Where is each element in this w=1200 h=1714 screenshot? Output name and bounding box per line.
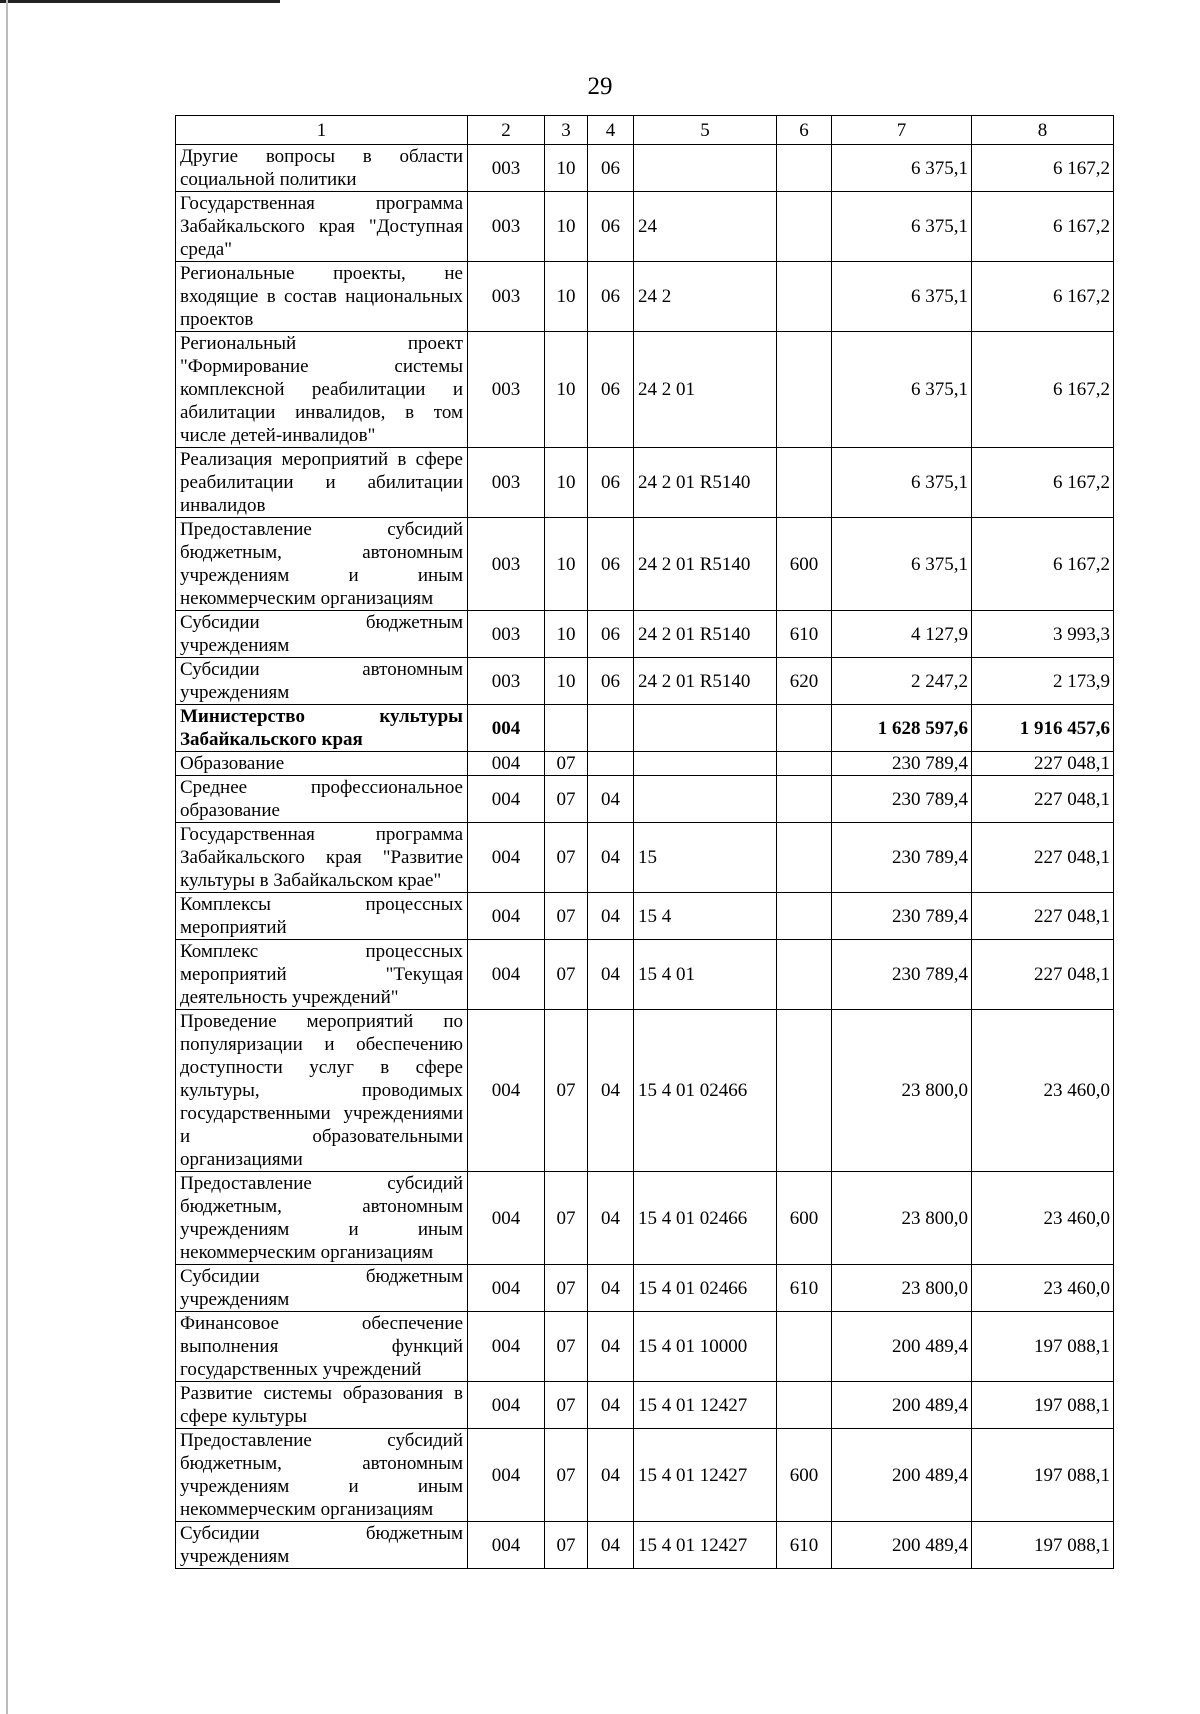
table-row [176, 1010, 1114, 1172]
row-subsection-cell: 06 [588, 448, 634, 518]
row-target-article-cell [634, 145, 777, 192]
row-amount-year2-cell: 23 460,0 [972, 1172, 1114, 1265]
row-expense-type-cell [777, 1312, 832, 1382]
table-row [176, 448, 1114, 518]
header-col-4: 4 [588, 116, 634, 145]
row-subsection-cell: 06 [588, 192, 634, 262]
table-row [176, 192, 1114, 262]
table-row [176, 1265, 1114, 1312]
row-target-article-cell: 15 4 [634, 893, 777, 940]
row-name-cell: Государственная программа Забайкальского края "Доступная среда" [176, 192, 468, 262]
row-section-cell: 10 [545, 332, 588, 448]
row-code-cell: 004 [468, 1010, 545, 1172]
row-name-cell: Субсидии бюджетным учреждениям [176, 1265, 468, 1312]
row-amount-year2-cell: 197 088,1 [972, 1312, 1114, 1382]
row-name-cell: Среднее профессиональное образование [176, 776, 468, 823]
table-row [176, 752, 1114, 776]
row-expense-type-cell: 600 [777, 1172, 832, 1265]
table-header-row [176, 116, 1114, 145]
row-amount-year1-cell: 230 789,4 [832, 940, 972, 1010]
row-code-cell: 003 [468, 518, 545, 611]
row-target-article-cell: 15 4 01 12427 [634, 1382, 777, 1429]
row-target-article-cell: 15 4 01 02466 [634, 1010, 777, 1172]
row-target-article-cell [634, 705, 777, 752]
row-name-cell: Проведение мероприятий по популяризации и обеспечению доступности услуг в сфере культуры, проводимых государственными учреждениями и образовательными организациями [176, 1010, 468, 1172]
row-name-cell: Предоставление субсидий бюджетным, автономным учреждениям и иным некоммерческим организациям [176, 1429, 468, 1522]
row-amount-year2-cell: 6 167,2 [972, 192, 1114, 262]
row-expense-type-cell [777, 776, 832, 823]
row-name-cell: Предоставление субсидий бюджетным, автономным учреждениям и иным некоммерческим организациям [176, 518, 468, 611]
row-section-cell: 10 [545, 518, 588, 611]
row-subsection-cell: 06 [588, 145, 634, 192]
row-name-cell: Государственная программа Забайкальского края "Развитие культуры в Забайкальском крае" [176, 823, 468, 893]
row-name-cell: Комплекс процессных мероприятий "Текущая деятельность учреждений" [176, 940, 468, 1010]
row-expense-type-cell [777, 1010, 832, 1172]
row-target-article-cell [634, 776, 777, 823]
row-amount-year1-cell: 6 375,1 [832, 192, 972, 262]
row-target-article-cell: 24 2 01 R5140 [634, 611, 777, 658]
row-expense-type-cell: 620 [777, 658, 832, 705]
row-amount-year2-cell: 197 088,1 [972, 1429, 1114, 1522]
row-amount-year2-cell: 6 167,2 [972, 448, 1114, 518]
row-expense-type-cell [777, 940, 832, 1010]
row-expense-type-cell [777, 448, 832, 518]
budget-table [175, 115, 1114, 1569]
row-target-article-cell: 15 4 01 12427 [634, 1429, 777, 1522]
row-section-cell: 07 [545, 1172, 588, 1265]
row-amount-year1-cell: 200 489,4 [832, 1312, 972, 1382]
row-amount-year2-cell: 6 167,2 [972, 262, 1114, 332]
row-name-cell: Реализация мероприятий в сфере реабилитации и абилитации инвалидов [176, 448, 468, 518]
row-section-cell: 10 [545, 448, 588, 518]
row-section-cell: 07 [545, 1010, 588, 1172]
row-amount-year1-cell: 1 628 597,6 [832, 705, 972, 752]
table-row [176, 1312, 1114, 1382]
row-code-cell: 003 [468, 145, 545, 192]
row-amount-year1-cell: 230 789,4 [832, 823, 972, 893]
row-target-article-cell: 15 4 01 [634, 940, 777, 1010]
row-section-cell: 07 [545, 893, 588, 940]
row-amount-year2-cell: 227 048,1 [972, 940, 1114, 1010]
row-amount-year1-cell: 6 375,1 [832, 145, 972, 192]
row-expense-type-cell [777, 705, 832, 752]
row-code-cell: 003 [468, 658, 545, 705]
row-subsection-cell: 04 [588, 1265, 634, 1312]
row-name-cell: Министерство культуры Забайкальского края [176, 705, 468, 752]
header-col-5: 5 [634, 116, 777, 145]
table-row [176, 776, 1114, 823]
row-code-cell: 004 [468, 705, 545, 752]
row-subsection-cell: 04 [588, 893, 634, 940]
table-row [176, 145, 1114, 192]
row-code-cell: 004 [468, 1265, 545, 1312]
row-name-cell: Предоставление субсидий бюджетным, автономным учреждениям и иным некоммерческим организациям [176, 1172, 468, 1265]
row-code-cell: 004 [468, 893, 545, 940]
row-target-article-cell: 24 2 01 R5140 [634, 448, 777, 518]
row-target-article-cell: 15 [634, 823, 777, 893]
row-section-cell: 10 [545, 262, 588, 332]
row-subsection-cell: 04 [588, 823, 634, 893]
row-code-cell: 003 [468, 448, 545, 518]
row-subsection-cell: 06 [588, 332, 634, 448]
row-amount-year1-cell: 4 127,9 [832, 611, 972, 658]
row-code-cell: 003 [468, 611, 545, 658]
header-col-7: 7 [832, 116, 972, 145]
table-row [176, 518, 1114, 611]
row-code-cell: 004 [468, 1172, 545, 1265]
row-code-cell: 003 [468, 192, 545, 262]
row-code-cell: 003 [468, 332, 545, 448]
table-body [176, 116, 1114, 1569]
row-section-cell: 10 [545, 611, 588, 658]
row-section-cell: 07 [545, 1522, 588, 1569]
row-amount-year2-cell: 6 167,2 [972, 518, 1114, 611]
row-code-cell: 004 [468, 752, 545, 776]
row-amount-year2-cell: 6 167,2 [972, 145, 1114, 192]
table-row [176, 332, 1114, 448]
row-target-article-cell: 24 2 [634, 262, 777, 332]
row-amount-year1-cell: 230 789,4 [832, 752, 972, 776]
table-row [176, 262, 1114, 332]
row-target-article-cell: 15 4 01 02466 [634, 1265, 777, 1312]
table-row [176, 1429, 1114, 1522]
row-section-cell: 07 [545, 776, 588, 823]
row-amount-year1-cell: 200 489,4 [832, 1429, 972, 1522]
table-row [176, 823, 1114, 893]
row-name-cell: Региональный проект "Формирование системы комплексной реабилитации и абилитации инвалидов, в том числе детей-инвалидов" [176, 332, 468, 448]
row-subsection-cell: 04 [588, 940, 634, 1010]
scan-edge-top [0, 0, 280, 3]
row-amount-year1-cell: 230 789,4 [832, 893, 972, 940]
row-code-cell: 004 [468, 776, 545, 823]
row-subsection-cell [588, 752, 634, 776]
row-section-cell [545, 705, 588, 752]
row-name-cell: Комплексы процессных мероприятий [176, 893, 468, 940]
row-subsection-cell: 06 [588, 262, 634, 332]
row-section-cell: 07 [545, 752, 588, 776]
row-section-cell: 10 [545, 192, 588, 262]
row-expense-type-cell [777, 262, 832, 332]
row-subsection-cell: 04 [588, 1382, 634, 1429]
row-amount-year2-cell: 2 173,9 [972, 658, 1114, 705]
row-code-cell: 004 [468, 940, 545, 1010]
row-expense-type-cell: 600 [777, 1429, 832, 1522]
row-target-article-cell: 15 4 01 12427 [634, 1522, 777, 1569]
row-amount-year2-cell: 227 048,1 [972, 752, 1114, 776]
page-number: 29 [587, 73, 613, 100]
header-col-1: 1 [176, 116, 468, 145]
row-amount-year2-cell: 197 088,1 [972, 1522, 1114, 1569]
row-expense-type-cell [777, 192, 832, 262]
row-section-cell: 07 [545, 1312, 588, 1382]
row-code-cell: 004 [468, 1522, 545, 1569]
row-expense-type-cell: 600 [777, 518, 832, 611]
row-target-article-cell: 15 4 01 02466 [634, 1172, 777, 1265]
row-section-cell: 07 [545, 1265, 588, 1312]
table-row [176, 658, 1114, 705]
row-code-cell: 004 [468, 1382, 545, 1429]
row-name-cell: Образование [176, 752, 468, 776]
row-amount-year2-cell: 227 048,1 [972, 776, 1114, 823]
row-section-cell: 10 [545, 145, 588, 192]
row-expense-type-cell [777, 145, 832, 192]
header-col-3: 3 [545, 116, 588, 145]
row-subsection-cell: 04 [588, 776, 634, 823]
row-amount-year2-cell: 6 167,2 [972, 332, 1114, 448]
row-amount-year2-cell: 1 916 457,6 [972, 705, 1114, 752]
table-row [176, 893, 1114, 940]
row-expense-type-cell: 610 [777, 1522, 832, 1569]
row-amount-year1-cell: 6 375,1 [832, 518, 972, 611]
row-subsection-cell: 04 [588, 1429, 634, 1522]
row-amount-year1-cell: 200 489,4 [832, 1522, 972, 1569]
row-amount-year2-cell: 23 460,0 [972, 1265, 1114, 1312]
table-row [176, 940, 1114, 1010]
row-section-cell: 07 [545, 940, 588, 1010]
row-subsection-cell: 04 [588, 1312, 634, 1382]
row-name-cell: Другие вопросы в области социальной политики [176, 145, 468, 192]
row-name-cell: Субсидии автономным учреждениям [176, 658, 468, 705]
row-amount-year1-cell: 2 247,2 [832, 658, 972, 705]
header-col-8: 8 [972, 116, 1114, 145]
row-amount-year2-cell: 197 088,1 [972, 1382, 1114, 1429]
header-col-2: 2 [468, 116, 545, 145]
row-section-cell: 07 [545, 1429, 588, 1522]
row-amount-year1-cell: 23 800,0 [832, 1172, 972, 1265]
row-target-article-cell: 24 [634, 192, 777, 262]
row-subsection-cell: 04 [588, 1172, 634, 1265]
row-amount-year1-cell: 200 489,4 [832, 1382, 972, 1429]
row-subsection-cell: 06 [588, 658, 634, 705]
table-row [176, 1172, 1114, 1265]
row-amount-year1-cell: 6 375,1 [832, 448, 972, 518]
row-name-cell: Финансовое обеспечение выполнения функций государственных учреждений [176, 1312, 468, 1382]
row-subsection-cell: 06 [588, 518, 634, 611]
row-code-cell: 004 [468, 1429, 545, 1522]
row-amount-year2-cell: 227 048,1 [972, 893, 1114, 940]
table-row [176, 1382, 1114, 1429]
row-subsection-cell: 06 [588, 611, 634, 658]
row-target-article-cell: 24 2 01 R5140 [634, 658, 777, 705]
row-name-cell: Развитие системы образования в сфере культуры [176, 1382, 468, 1429]
row-amount-year2-cell: 23 460,0 [972, 1010, 1114, 1172]
row-section-cell: 07 [545, 823, 588, 893]
row-section-cell: 10 [545, 658, 588, 705]
row-code-cell: 003 [468, 262, 545, 332]
row-subsection-cell: 04 [588, 1522, 634, 1569]
row-amount-year2-cell: 227 048,1 [972, 823, 1114, 893]
row-target-article-cell: 24 2 01 R5140 [634, 518, 777, 611]
table-row [176, 611, 1114, 658]
row-target-article-cell: 15 4 01 10000 [634, 1312, 777, 1382]
row-target-article-cell: 24 2 01 [634, 332, 777, 448]
table-row [176, 705, 1114, 752]
row-expense-type-cell: 610 [777, 611, 832, 658]
row-amount-year1-cell: 6 375,1 [832, 332, 972, 448]
row-section-cell: 07 [545, 1382, 588, 1429]
row-code-cell: 004 [468, 1312, 545, 1382]
row-expense-type-cell [777, 752, 832, 776]
row-amount-year1-cell: 230 789,4 [832, 776, 972, 823]
row-name-cell: Субсидии бюджетным учреждениям [176, 611, 468, 658]
row-target-article-cell [634, 752, 777, 776]
row-amount-year1-cell: 23 800,0 [832, 1010, 972, 1172]
row-name-cell: Региональные проекты, не входящие в состав национальных проектов [176, 262, 468, 332]
row-subsection-cell [588, 705, 634, 752]
row-name-cell: Субсидии бюджетным учреждениям [176, 1522, 468, 1569]
table-row [176, 1522, 1114, 1569]
row-expense-type-cell [777, 893, 832, 940]
header-col-6: 6 [777, 116, 832, 145]
row-subsection-cell: 04 [588, 1010, 634, 1172]
row-amount-year1-cell: 6 375,1 [832, 262, 972, 332]
row-expense-type-cell [777, 1382, 832, 1429]
row-expense-type-cell [777, 823, 832, 893]
scan-edge-left [6, 0, 8, 1714]
row-amount-year1-cell: 23 800,0 [832, 1265, 972, 1312]
row-amount-year2-cell: 3 993,3 [972, 611, 1114, 658]
row-expense-type-cell [777, 332, 832, 448]
row-expense-type-cell: 610 [777, 1265, 832, 1312]
row-code-cell: 004 [468, 823, 545, 893]
